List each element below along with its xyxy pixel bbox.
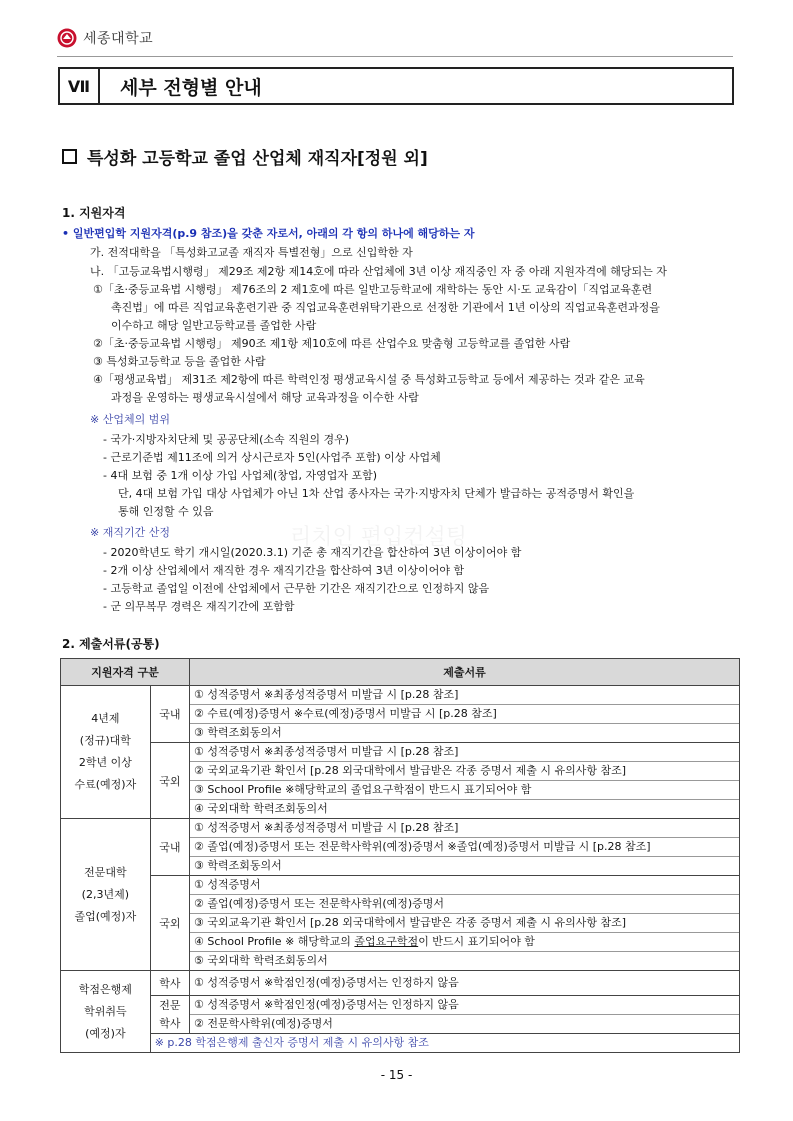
employment-period-item: - 2020학년도 학기 개시일(2020.3.1) 기준 총 재직기간을 합산하여 3년 이상이어야 함: [103, 546, 522, 559]
university-emblem-icon: [57, 28, 77, 48]
category-4year: 4년제 (정규)대학 2학년 이상 수료(예정)자: [61, 686, 151, 819]
credit-bank-note: ※ p.28 학점은행제 출신자 증명서 제출 시 유의사항 참조: [150, 1034, 739, 1053]
table-row: [61, 819, 740, 876]
documents-cell: ① 성적증명서 ② 졸업(예정)증명서 또는 전문학사학위(예정)증명서 ③ 국외교육기관 확인서 [p.28 외국대학에서 발급받은 각종 증명서 제출 시 유의사항 참조] ④ School Profile ※ 해당학교의 졸업요구학점이 반드시 표기되어야 함 ⑤ 국외대학 학력조회동의서: [190, 876, 740, 971]
checkbox-bullet-icon: [62, 149, 77, 164]
industry-scope-item: 단, 4대 보험 가입 대상 사업체가 아닌 1차 산업 종사자는 국가·지방자치 단체가 발급하는 공적증명서 확인을: [118, 487, 635, 500]
criterion-1-line2: 촉진법」에 따른 직업교육훈련기관 중 직업교육훈련위탁기관으로 선정한 기관에서 1년 이상의 직업교육훈련과정을: [111, 301, 660, 314]
industry-scope-item: - 근로기준법 제11조에 의거 상시근로자 5인(사업주 포함) 이상 사업체: [103, 451, 441, 464]
documents-cell: ① 성적증명서 ※학점인정(예정)증명서는 인정하지 않음: [190, 971, 740, 996]
documents-table: [60, 658, 740, 1053]
category-credit-bank: 학점은행제 학위취득 (예정)자: [61, 971, 151, 1053]
table-row: [61, 686, 740, 743]
table-header-category: 지원자격 구분: [61, 659, 190, 686]
criterion-1-line3: 이수하고 해당 일반고등학교를 졸업한 사람: [111, 319, 317, 332]
subcategory-domestic: 국내: [150, 819, 189, 876]
table-row: [61, 971, 740, 996]
page-number: - 15 -: [380, 1068, 413, 1082]
documents-cell: ① 성적증명서 ※최종성적증명서 미발급 시 [p.28 참조] ② 수료(예정)증명서 ※수료(예정)증명서 미발급 시 [p.28 참조] ③ 학력조회동의서: [190, 686, 740, 743]
watermark: 리치인 편입컨설팅: [290, 525, 468, 550]
university-logo: [57, 28, 153, 48]
criterion-4-line1: ④「평생교육법」 제31조 제2항에 따른 학력인정 평생교육시설 중 특성화고등학교 등에서 제공하는 것과 같은 교육: [93, 373, 645, 386]
subcategory-bachelor: 학사: [150, 971, 189, 996]
eligibility-lead: • 일반편입학 지원자격(p.9 참조)을 갖춘 자로서, 아래의 각 항의 하나에 해당하는 자: [62, 227, 475, 240]
section1-heading: 1. 지원자격: [62, 206, 126, 220]
industry-scope-item: - 4대 보험 중 1개 이상 가입 사업체(창업, 자영업자 포함): [103, 469, 378, 482]
criterion-1-line1: ①「초·중등교육법 시행령」 제76조의 2 제1호에 따른 일반고등학교에 재학하는 동안 시·도 교육감이「직업교육훈련: [93, 283, 653, 296]
subcategory-associate: 전문 학사: [150, 996, 189, 1034]
criterion-3: ③ 특성화고등학교 등을 졸업한 사람: [93, 355, 266, 368]
criterion-2: ②「초·중등교육법 시행령」 제90조 제1항 제10호에 따른 산업수요 맞춤형 고등학교를 졸업한 사람: [93, 337, 571, 350]
note-industry-scope: ※ 산업체의 범위: [90, 413, 170, 426]
table-header-documents: 제출서류: [190, 659, 740, 686]
industry-scope-item: - 국가·지방자치단체 및 공공단체(소속 직원의 경우): [103, 433, 350, 446]
table-row: [61, 996, 740, 1034]
employment-period-item: - 2개 이상 산업체에서 재직한 경우 재직기간을 합산하여 3년 이상이어야 함: [103, 564, 465, 577]
table-row: [61, 876, 740, 971]
criterion-4-line2: 과정을 운영하는 평생교육시설에서 해당 교육과정을 이수한 사람: [111, 391, 419, 404]
documents-cell: ① 성적증명서 ※최종성적증명서 미발급 시 [p.28 참조] ② 국외교육기관 확인서 [p.28 외국대학에서 발급받은 각종 증명서 제출 시 유의사항 참조] ③ School Profile ※해당학교의 졸업요구학점이 반드시 표기되어야 함 ④ 국외대학 학력조회동의서: [190, 743, 740, 819]
industry-scope-item: 통해 인정할 수 있음: [118, 505, 214, 518]
employment-period-item: - 고등학교 졸업일 이전에 산업체에서 근무한 기간은 재직기간으로 인정하지 않음: [103, 582, 490, 595]
documents-cell: ① 성적증명서 ※학점인정(예정)증명서는 인정하지 않음 ② 전문학사학위(예정)증명서: [190, 996, 740, 1034]
documents-cell: ① 성적증명서 ※최종성적증명서 미발급 시 [p.28 참조] ② 졸업(예정)증명서 또는 전문학사학위(예정)증명서 ※졸업(예정)증명서 미발급 시 [p.28 참조] ③ 학력조회동의서: [190, 819, 740, 876]
subcategory-foreign: 국외: [150, 743, 189, 819]
chapter-header: [58, 67, 734, 105]
chapter-title: 세부 전형별 안내: [120, 76, 262, 99]
note-employment-period: ※ 재직기간 산정: [90, 526, 170, 539]
employment-period-item: - 군 의무복무 경력은 재직기간에 포함함: [103, 600, 295, 613]
category-junior-college: 전문대학 (2,3년제) 졸업(예정)자: [61, 819, 151, 971]
header-rule: [57, 56, 733, 57]
subcategory-foreign: 국외: [150, 876, 189, 971]
chapter-number: Ⅶ: [60, 69, 100, 103]
item-na: 나. 「고등교육법시행령」 제29조 제2항 제14호에 따라 산업체에 3년 이상 재직중인 자 중 아래 지원자격에 해당되는 자: [90, 265, 667, 278]
table-row: [61, 1034, 740, 1053]
section-title: 특성화 고등학교 졸업 산업체 재직자[정원 외]: [62, 144, 428, 169]
item-ga: 가. 전적대학을 「특성화고교졸 재직자 특별전형」으로 신입학한 자: [90, 246, 413, 259]
subcategory-domestic: 국내: [150, 686, 189, 743]
section2-heading: 2. 제출서류(공통): [62, 637, 160, 651]
university-name: 세종대학교: [83, 31, 154, 47]
table-row: [61, 743, 740, 819]
